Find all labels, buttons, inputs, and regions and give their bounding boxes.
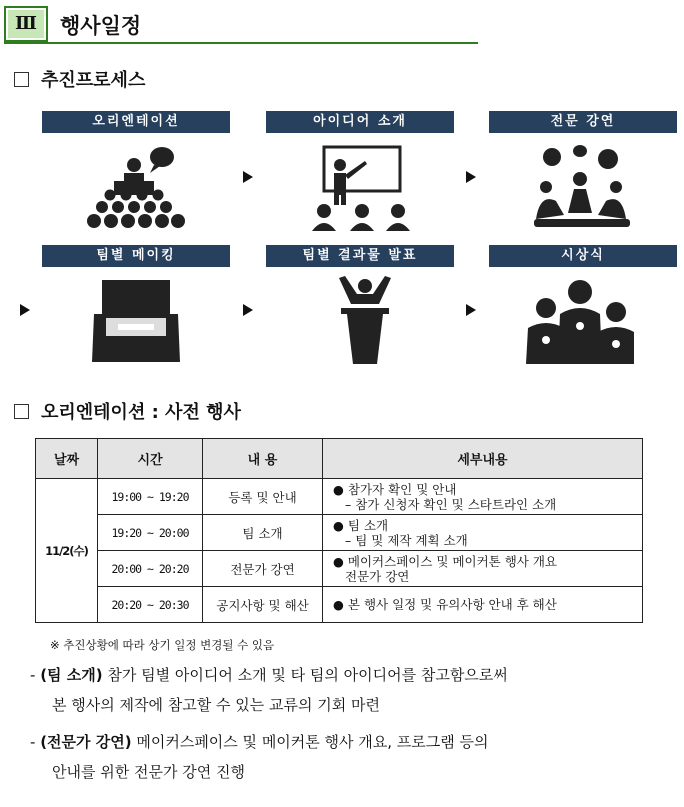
table-header-row xyxy=(36,439,643,479)
paragraph-line: 본 행사의 제작에 참고할 수 있는 교류의 기회 마련 xyxy=(52,696,380,714)
detail-sub: 전문가 강연 xyxy=(345,568,410,584)
step-label-award: 시상식 xyxy=(489,245,677,267)
detail-cell xyxy=(323,551,643,587)
content-cell: 공지사항 및 해산 xyxy=(203,587,323,623)
step-label-lecture: 전문 강연 xyxy=(489,111,677,133)
section-number: Ⅲ xyxy=(8,10,44,38)
paragraph-key: (전문가 강연) xyxy=(40,733,132,751)
detail-text: 메이커스페이스 및 메이커톤 행사 개요 xyxy=(347,553,557,569)
paragraph-line: 메이커스페이스 및 메이커톤 행사 개요, 프로그램 등의 xyxy=(131,733,489,751)
presentation-board-icon xyxy=(310,143,414,231)
content-cell: 팀 소개 xyxy=(203,515,323,551)
arrow-right-icon xyxy=(20,304,30,316)
arrow-right-icon xyxy=(243,171,253,183)
date-cell: 11/2(수) xyxy=(36,479,98,623)
detail-line: ● 참가자 확인 및 안내 xyxy=(333,481,457,497)
detail-text: 본 행사 일정 및 유의사항 안내 후 해산 xyxy=(347,597,557,612)
podium-speaker-icon xyxy=(335,272,395,368)
arrow-right-icon xyxy=(243,304,253,316)
schedule-table xyxy=(35,438,643,623)
section-number-box xyxy=(4,6,48,42)
section-header xyxy=(4,6,478,44)
arrow-right-icon xyxy=(466,171,476,183)
content-cell: 전문가 강연 xyxy=(203,551,323,587)
audience-speaker-icon xyxy=(84,143,188,231)
table-row xyxy=(36,515,643,551)
detail-cell xyxy=(323,479,643,515)
paragraph-key: (팀 소개) xyxy=(40,666,103,684)
step-label-making: 팀별 메이킹 xyxy=(42,245,230,267)
orientation-heading-text: 오리엔테이션 : 사전 행사 xyxy=(41,402,241,423)
header-date: 날짜 xyxy=(36,439,98,479)
making-box-icon xyxy=(88,276,184,366)
expert-talk-icon xyxy=(530,143,634,231)
process-heading xyxy=(14,66,145,92)
header-time: 시간 xyxy=(98,439,203,479)
paragraph-line: 안내를 위한 전문가 강연 진행 xyxy=(52,763,245,781)
medal-winners-icon xyxy=(524,278,636,364)
arrow-right-icon xyxy=(466,304,476,316)
checkbox-square-icon xyxy=(14,72,29,87)
detail-sub: – 참가 신청자 확인 및 스타트라인 소개 xyxy=(345,496,557,512)
detail-line: ● 메이커스페이스 및 메이커톤 행사 개요 xyxy=(333,553,557,569)
step-label-idea: 아이디어 소개 xyxy=(266,111,454,133)
content-cell: 등록 및 안내 xyxy=(203,479,323,515)
paragraph-line: 참가 팀별 아이디어 소개 및 타 팀의 아이디어를 참고함으로써 xyxy=(102,666,508,684)
detail-text: 팀 소개 xyxy=(347,517,389,533)
step-label-orientation: 오리엔테이션 xyxy=(42,111,230,133)
detail-cell xyxy=(323,515,643,551)
process-heading-text: 추진프로세스 xyxy=(41,70,146,91)
detail-sub: – 팀 및 제작 계획 소개 xyxy=(345,532,468,548)
table-row xyxy=(36,587,643,623)
dash-bullet: - xyxy=(30,733,36,751)
checkbox-square-icon xyxy=(14,404,29,419)
time-cell: 20:20 ~ 20:30 xyxy=(98,587,203,623)
paragraph-expert-lecture xyxy=(30,727,660,787)
step-label-result: 팀별 결과물 발표 xyxy=(266,245,454,267)
detail-cell xyxy=(323,587,643,623)
detail-line: ● 본 행사 일정 및 유의사항 안내 후 해산 xyxy=(333,597,557,612)
header-content: 내 용 xyxy=(203,439,323,479)
schedule-note: ※ 추진상황에 따라 상기 일정 변경될 수 있음 xyxy=(50,638,275,652)
section-title: 행사일정 xyxy=(60,14,142,38)
section-underline xyxy=(4,42,478,44)
detail-text: 참가자 확인 및 안내 xyxy=(347,481,457,497)
orientation-heading xyxy=(14,398,241,424)
time-cell: 20:00 ~ 20:20 xyxy=(98,551,203,587)
table-row xyxy=(36,551,643,587)
time-cell: 19:00 ~ 19:20 xyxy=(98,479,203,515)
table-row xyxy=(36,479,643,515)
header-detail: 세부내용 xyxy=(323,439,643,479)
dash-bullet: - xyxy=(30,666,36,684)
paragraph-team-intro xyxy=(30,660,660,720)
time-cell: 19:20 ~ 20:00 xyxy=(98,515,203,551)
detail-line: ● 팀 소개 xyxy=(333,517,389,533)
